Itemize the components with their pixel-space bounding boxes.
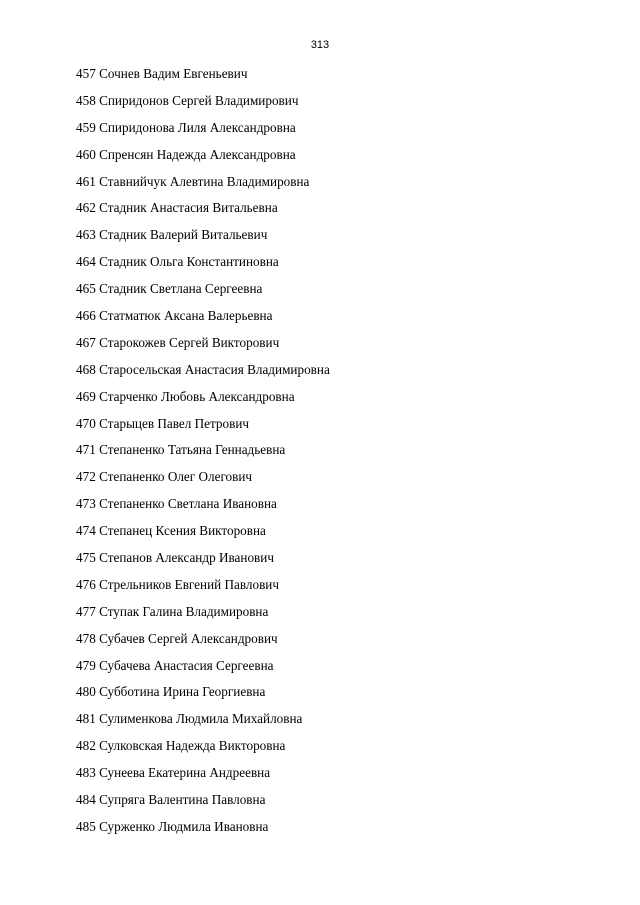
list-item: 457 Сочнев Вадим Евгеньевич — [76, 66, 248, 81]
list-item: 483 Сунеева Екатерина Андреевна — [76, 765, 271, 781]
list-item: 481 Сулименкова Людмила Михайловна — [76, 711, 303, 727]
list-item: 460 Спренсян Надежда Александровна — [76, 146, 296, 162]
list-item: 467 Старокожев Сергей Викторович — [76, 334, 280, 350]
list-item: 465 Стадник Светлана Сергеевна — [76, 281, 263, 297]
list-item: 462 Стадник Анастасия Витальевна — [76, 200, 278, 216]
list-item: 470 Старыцев Павел Петрович — [76, 415, 250, 431]
list-item: 473 Степаненко Светлана Ивановна — [76, 496, 277, 512]
list-item: 472 Степаненко Олег Олегович — [76, 469, 253, 485]
list-item: 466 Статматюк Аксана Валерьевна — [76, 308, 273, 324]
list-item: 477 Ступак Галина Владимировна — [76, 603, 269, 619]
list-item: 485 Сурженко Людмила Ивановна — [76, 818, 269, 834]
list-item: 476 Стрельников Евгений Павлович — [76, 576, 279, 592]
list-item: 458 Спиридонов Сергей Владимирович — [76, 92, 299, 108]
list-item: 463 Стадник Валерий Витальевич — [76, 227, 268, 243]
list-item: 474 Степанец Ксения Викторовна — [76, 523, 266, 539]
list-item: 482 Сулковская Надежда Викторовна — [76, 738, 286, 754]
list-item: 461 Ставнийчук Алевтина Владимировна — [76, 173, 310, 189]
page-number: 313 — [310, 39, 330, 51]
name-list — [76, 66, 330, 846]
list-item: 468 Старосельская Анастасия Владимировна — [76, 361, 330, 377]
list-item: 475 Степанов Александр Иванович — [76, 550, 274, 566]
list-item: 459 Спиридонова Лиля Александровна — [76, 119, 296, 135]
list-item: 479 Субачева Анастасия Сергеевна — [76, 657, 274, 673]
list-item: 469 Старченко Любовь Александровна — [76, 388, 295, 404]
list-item: 464 Стадник Ольга Константиновна — [76, 254, 279, 270]
list-item: 484 Супряга Валентина Павловна — [76, 792, 266, 808]
list-item: 480 Субботина Ирина Георгиевна — [76, 684, 266, 700]
list-item: 471 Степаненко Татьяна Геннадьевна — [76, 442, 286, 458]
list-item: 478 Субачев Сергей Александрович — [76, 630, 278, 646]
